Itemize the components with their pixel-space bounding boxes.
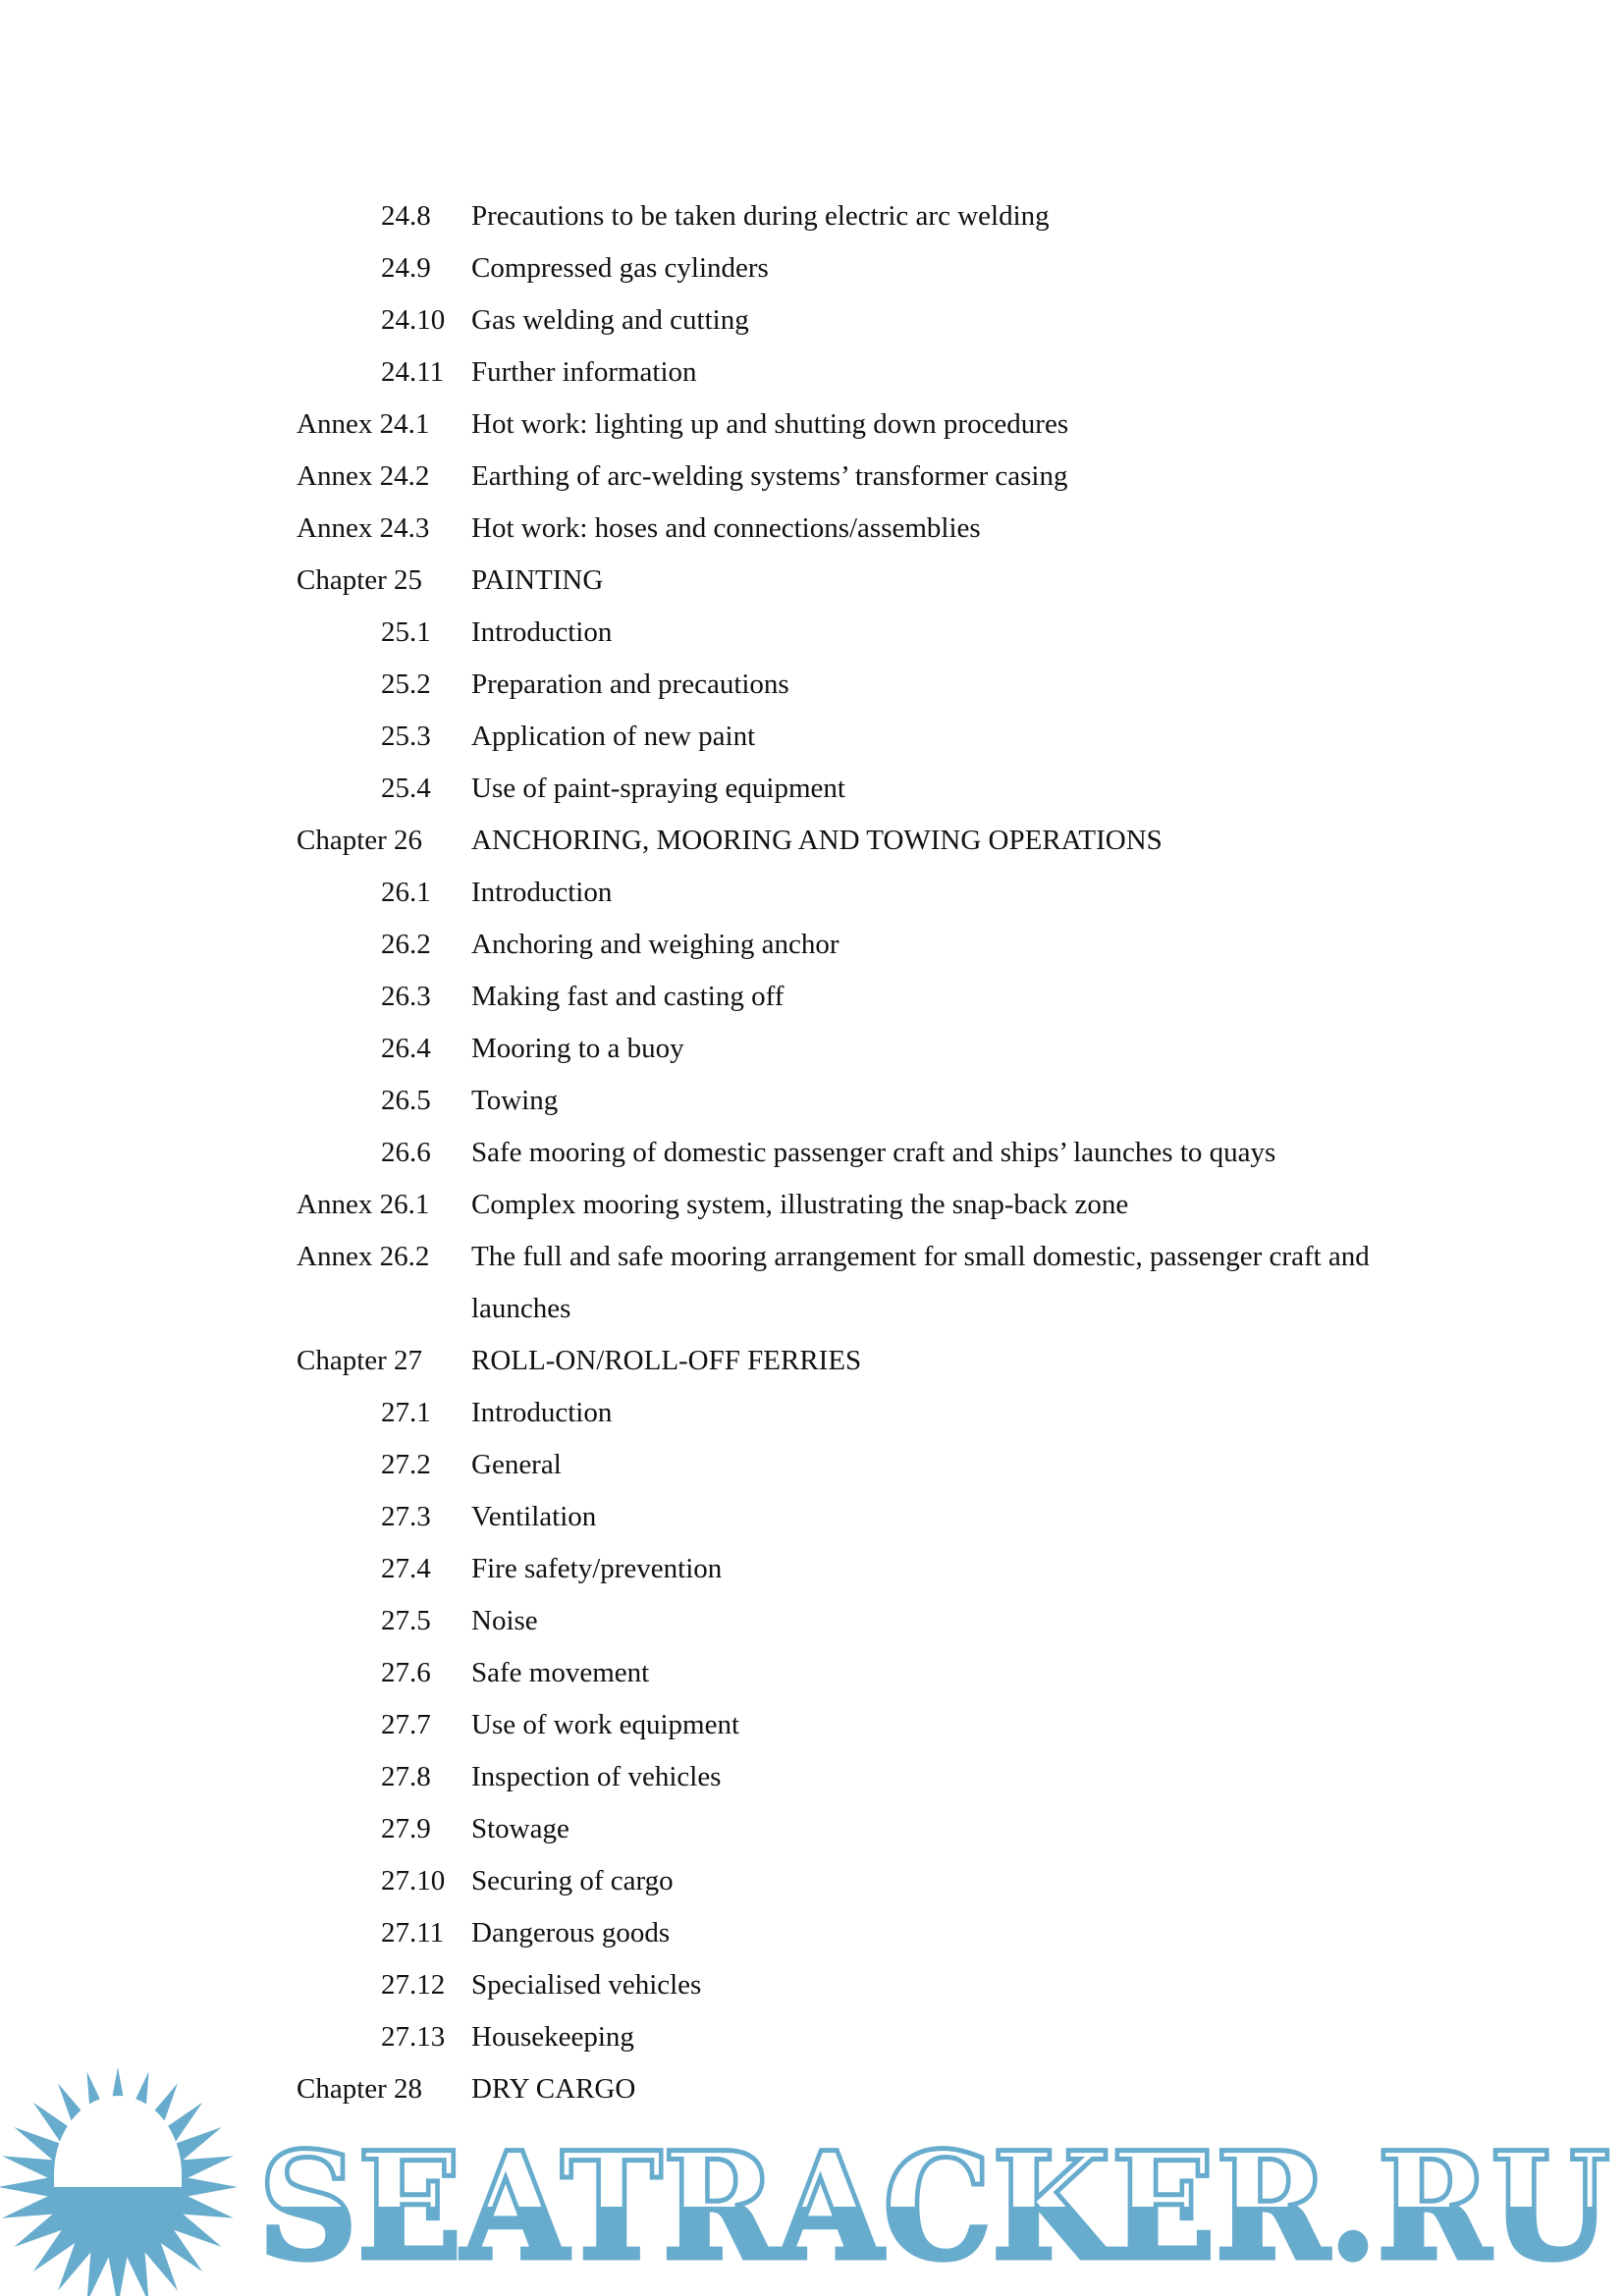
toc-entry-number: 27.4 [381,1553,431,1584]
toc-entry-number: 27.1 [381,1397,431,1428]
toc-entry-title: General [471,1449,562,1480]
toc-entry-number: 25.2 [381,668,431,700]
toc-entry-title: PAINTING [471,564,604,596]
toc-entry-title: Introduction [471,616,613,648]
toc-entry-number: 27.11 [381,1917,445,1949]
toc-entry [0,555,1624,607]
toc-entry [0,451,1624,503]
toc-entry-title: Making fast and casting off [471,981,785,1012]
toc-entry [0,867,1624,919]
toc-entry-title: Stowage [471,1813,569,1844]
toc-entry-number: 25.4 [381,773,431,804]
toc-entry-title: Specialised vehicles [471,1969,702,2001]
toc-entry [0,1023,1624,1075]
toc-entry-title: Use of work equipment [471,1709,740,1740]
toc-entry-number: 26.3 [381,981,431,1012]
toc-entry-title: Dangerous goods [471,1917,671,1949]
toc-entry-title: ROLL-ON/ROLL-OFF FERRIES [471,1345,862,1376]
toc-entry-title: ANCHORING, MOORING AND TOWING OPERATIONS [471,825,1163,856]
toc-entry-number: 27.5 [381,1605,431,1636]
toc-entry-title: The full and safe mooring arrangement for small domestic, passenger craft and launches [471,1241,1370,1324]
toc-entry-number: 26.5 [381,1085,431,1116]
toc-entry [0,1959,1624,2011]
toc-entry-number: Annex 24.2 [297,460,430,492]
toc-entry-number: 27.8 [381,1761,431,1792]
toc-entry [0,1127,1624,1179]
toc-entry-number: Chapter 28 [297,2073,423,2105]
toc-entry [0,1179,1624,1231]
toc-entry-title: Towing [471,1085,559,1116]
toc-entry [0,1335,1624,1387]
toc-entry-number: 26.2 [381,929,431,960]
toc-entry-number: 25.3 [381,721,431,752]
toc-entry [0,1907,1624,1959]
toc-entry-number: Annex 24.1 [297,408,430,440]
toc-entry-number: Annex 26.1 [297,1189,430,1220]
toc-entry-title: Introduction [471,1397,613,1428]
toc-entry-number: Annex 24.3 [297,512,430,544]
toc-entry-number: 24.10 [381,304,446,336]
toc-entry [0,1231,1624,1335]
toc-entry [0,347,1624,399]
toc-entry-title: Securing of cargo [471,1865,674,1896]
toc-entry-number: 24.11 [381,356,445,388]
toc-entry-number: 26.6 [381,1137,431,1168]
toc-entry-title: Noise [471,1605,538,1636]
seatracker-watermark-logo [0,2056,1624,2296]
toc-entry [0,1595,1624,1647]
toc-entry-number: 27.13 [381,2021,446,2053]
toc-entry-title: Anchoring and weighing anchor [471,929,839,960]
toc-entry [0,294,1624,347]
toc-entry [0,607,1624,659]
toc-entry-title: Use of paint-spraying equipment [471,773,845,804]
toc-entry-title: Inspection of vehicles [471,1761,722,1792]
toc-entry [0,1699,1624,1751]
toc-entry-title: Further information [471,356,697,388]
toc-entry-number: 25.1 [381,616,431,648]
toc-entry-title: Earthing of arc-welding systems’ transformer casing [471,460,1068,492]
toc-entry-title: Gas welding and cutting [471,304,749,336]
toc-entry-number: 26.1 [381,877,431,908]
toc-entry-number: 24.9 [381,252,431,284]
toc-entry [0,1439,1624,1491]
toc-entry [0,711,1624,763]
toc-entry [0,242,1624,294]
toc-entry-title: Fire safety/prevention [471,1553,723,1584]
toc-entry-title: Complex mooring system, illustrating the snap-back zone [471,1189,1129,1220]
toc-entry-number: 27.6 [381,1657,431,1688]
toc-entry-number: 27.12 [381,1969,446,2001]
toc-entry-number: 26.4 [381,1033,431,1064]
toc-entry-title: Mooring to a buoy [471,1033,684,1064]
toc-entry [0,190,1624,242]
toc-entry-number: 27.9 [381,1813,431,1844]
toc-entry-title: Safe mooring of domestic passenger craft and ships’ launches to quays [471,1137,1276,1168]
toc-entry-title: Compressed gas cylinders [471,252,769,284]
toc-entry-number: 24.8 [381,200,431,232]
watermark-text: SEATRACKER.RU [258,2120,1610,2293]
toc-entry-number: Chapter 26 [297,825,423,856]
toc-entry-number: 27.2 [381,1449,431,1480]
toc-entry-number: 27.10 [381,1865,446,1896]
toc-entry-number: Chapter 27 [297,1345,423,1376]
toc-entry-title: Precautions to be taken during electric arc welding [471,200,1050,232]
toc-entry-title: Application of new paint [471,721,756,752]
toc-entry-title: Ventilation [471,1501,597,1532]
table-of-contents [0,190,1624,2115]
toc-entry [0,763,1624,815]
toc-entry [0,815,1624,867]
toc-entry-title: DRY CARGO [471,2073,636,2105]
toc-entry [0,1491,1624,1543]
toc-entry [0,1751,1624,1803]
toc-entry [0,1855,1624,1907]
toc-entry-title: Introduction [471,877,613,908]
toc-entry-title: Safe movement [471,1657,650,1688]
toc-entry [0,971,1624,1023]
toc-entry-number: 27.7 [381,1709,431,1740]
toc-entry [0,1075,1624,1127]
toc-entry [0,1647,1624,1699]
toc-entry [0,659,1624,711]
toc-entry-number: Annex 26.2 [297,1241,430,1272]
toc-entry [0,919,1624,971]
toc-entry [0,1387,1624,1439]
sun-icon [0,2067,238,2296]
toc-entry-title: Housekeeping [471,2021,634,2053]
toc-entry-title: Preparation and precautions [471,668,789,700]
toc-entry-title: Hot work: hoses and connections/assemblies [471,512,981,544]
toc-entry [0,503,1624,555]
toc-entry-number: Chapter 25 [297,564,423,596]
toc-entry [0,399,1624,451]
toc-entry [0,1543,1624,1595]
toc-entry-number: 27.3 [381,1501,431,1532]
toc-entry-title: Hot work: lighting up and shutting down procedures [471,408,1069,440]
toc-entry [0,1803,1624,1855]
